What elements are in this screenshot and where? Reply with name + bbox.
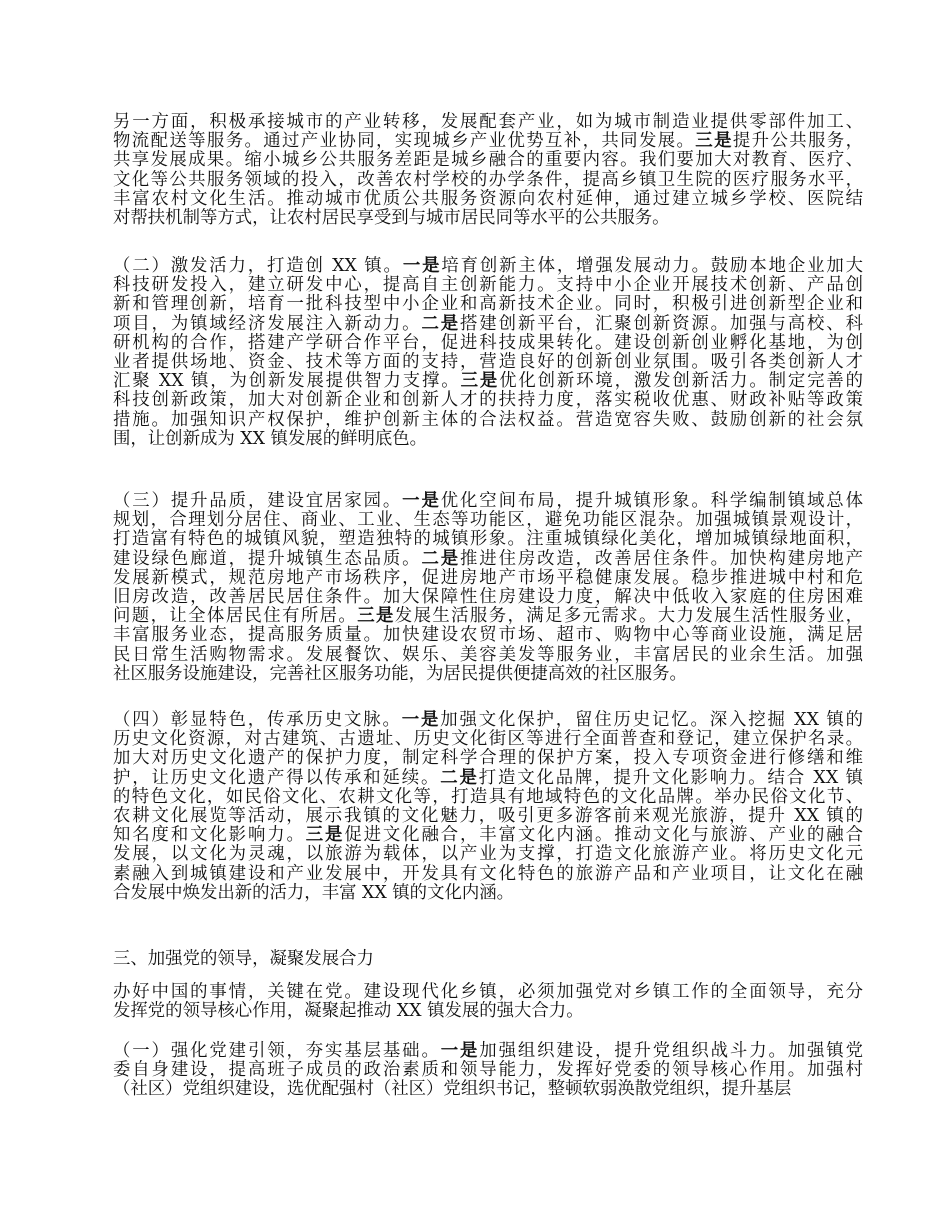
text-span: 加大对历史文化遗产的保护力度，制定科学合理的保护方案，投入专项资金进行修缮和维 — [113, 748, 863, 769]
text-span: （一）强化党建引领，夯实基层基础。 — [113, 1041, 441, 1061]
text-span: 发挥党的领导核心作用，凝聚起推动 XX 镇发展的强大合力。 — [113, 1001, 584, 1022]
text-span: 旧房改造，改善居民居住条件。加大保障性住房建设力度，解决中低收入家庭的住房困难 — [113, 586, 863, 607]
text-span: 措施。加强知识产权保护，维护创新主体的合法权益。营造宽容失败、鼓励创新的社会氛 — [113, 409, 863, 430]
text-line — [113, 372, 863, 391]
text-line — [113, 550, 863, 569]
bold-keyword: 三是 — [357, 606, 395, 627]
text-span: 建设绿色廊道，提升城镇生态品质。 — [113, 548, 422, 569]
bold-keyword: 三是 — [695, 131, 733, 152]
text-span: 丰富农村文化生活。推动城市优质公共服务资源向农村延伸，通过建立城乡学校、医院结 — [113, 188, 863, 209]
text-span: 社区服务设施建设，完善社区服务功能，为居民提供便捷高效的社区服务。 — [113, 663, 687, 684]
text-span: 推进住房改造，改善居住条件。加快构建房地产 — [460, 548, 863, 569]
text-line — [113, 391, 863, 410]
text-line — [113, 530, 863, 549]
text-span: 护，让历史文化遗产得以传承和延续。 — [113, 767, 441, 788]
text-line — [113, 295, 863, 314]
body-paragraph — [113, 1042, 863, 1100]
text-line — [113, 315, 863, 334]
text-span: （社区）党组织建设，选优配强村（社区）党组织书记，整顿软弱涣散党组织，提升基层 — [113, 1079, 792, 1100]
text-span: （四）彰显特色，传承历史文脉。 — [113, 710, 402, 730]
text-line — [113, 190, 863, 209]
text-line — [113, 588, 863, 607]
bold-keyword: 三是 — [305, 825, 345, 846]
text-span: 发展生活服务，满足多元需求。大力发展生活性服务业， — [394, 606, 863, 627]
text-span: 发展，以文化为灵魂，以旅游为载体，以产业为支撑，打造文化旅游产业。将历史文化元 — [113, 844, 863, 865]
text-line — [113, 884, 863, 903]
text-span: 搭建创新平台，汇聚创新资源。加强与高校、科 — [460, 313, 863, 334]
text-span: 提升公共服务， — [732, 131, 863, 152]
text-span: 问题，让全体居民住有所居。 — [113, 606, 358, 627]
text-line — [113, 826, 863, 845]
text-span: 共享发展成果。缩小城乡公共服务差距是城乡融合的重要内容。我们要加大对教育、医疗、 — [113, 150, 863, 171]
text-span: 打造富有特色的城镇风貌，塑造独特的城镇形象。注重城镇绿化美化，增加城镇绿地面积， — [113, 529, 863, 550]
text-span: 对帮扶机制等方式，让农村居民享受到与城市居民同等水平的公共服务。 — [113, 207, 670, 228]
text-span: 规划，合理划分居住、商业、工业、生态等功能区，避免功能区混杂。加强城镇景观设计， — [113, 510, 863, 531]
text-line — [113, 730, 863, 749]
text-span: 发展新模式，规范房地产市场秩序，促进房地产市场平稳健康发展。稳步推进城中村和危 — [113, 567, 863, 588]
bold-keyword: 三是 — [460, 371, 500, 392]
bold-keyword: 二是 — [421, 313, 461, 334]
text-span: 知名度和文化影响力。 — [113, 825, 306, 846]
text-line — [113, 711, 863, 730]
text-line — [113, 1061, 863, 1080]
text-line — [113, 845, 863, 864]
text-span: 新和管理创新，培育一批科技型中小企业和高新技术企业。同时，积极引进创新型企业和 — [113, 294, 863, 315]
body-paragraph — [113, 711, 863, 903]
text-span: 的特色文化，如民俗文化、农耕文化等，打造具有地域特色的文化品牌。举办民俗文化节、 — [113, 786, 863, 807]
text-line — [113, 607, 863, 626]
text-line — [113, 430, 863, 449]
text-line — [113, 151, 863, 170]
text-line — [113, 665, 863, 684]
text-span: 优化创新环境，激发创新活力。制定完善的 — [499, 371, 863, 392]
text-span: 民日常生活购物需求。发展餐饮、娱乐、美容美发等服务业，丰富居民的业余生活。加强 — [113, 644, 863, 665]
text-span: （二）激发活力，打造创 XX 镇。 — [113, 256, 403, 276]
text-span: 培育创新主体，增强发展动力。鼓励本地企业加大 — [441, 256, 863, 276]
text-line — [113, 1002, 863, 1021]
text-span: 科技创新政策，加大对创新企业和创新人才的扶持力度，落实税收优惠、财政补贴等政策 — [113, 390, 863, 411]
text-line — [113, 646, 863, 665]
section-heading — [113, 950, 863, 969]
text-span: 研机构的合作，搭建产学研合作平台，促进科技成果转化。建设创新创业孵化基地，为创 — [113, 332, 863, 353]
text-span: 丰富服务业态，提高服务质量。加快建设农贸市场、超市、购物中心等商业设施，满足居 — [113, 625, 863, 646]
bold-keyword: 一是 — [401, 710, 441, 730]
text-line — [113, 1042, 863, 1061]
body-paragraph — [113, 113, 863, 228]
text-span: 加强文化保护，留住历史记忆。深入挖掘 XX 镇的 — [440, 710, 863, 730]
text-span: 文化等公共服务领域的投入，改善农村学校的办学条件，提高乡镇卫生院的医疗服务水平， — [113, 169, 863, 190]
text-line — [113, 353, 863, 372]
text-span: （三）提升品质，建设宜居家园。 — [113, 491, 403, 511]
text-line — [113, 569, 863, 588]
text-span: 科技研发投入，建立研发中心，提高自主创新能力。支持中小企业开展技术创新、产品创 — [113, 275, 863, 296]
text-line — [113, 276, 863, 295]
text-line — [113, 950, 863, 969]
bold-keyword: 二是 — [440, 767, 479, 788]
text-line — [113, 334, 863, 353]
text-line — [113, 788, 863, 807]
text-line — [113, 865, 863, 884]
text-span: 加强组织建设，提升党组织战斗力。加强镇党 — [479, 1041, 863, 1061]
text-line — [113, 132, 863, 151]
text-line — [113, 769, 863, 788]
text-line — [113, 492, 863, 511]
text-span: 农耕文化展览等活动，展示我镇的文化魅力，吸引更多游客前来观光旅游，提升 XX 镇的 — [113, 805, 863, 826]
text-line — [113, 113, 863, 132]
text-span: 另一方面，积极承接城市的产业转移，发展配套产业，如为城市制造业提供零部件加工、 — [113, 112, 863, 132]
text-line — [113, 1080, 863, 1099]
text-span: 办好中国的事情，关键在党。建设现代化乡镇，必须加强党对乡镇工作的全面领导，充分 — [113, 982, 863, 1002]
text-line — [113, 511, 863, 530]
text-span: 委自身建设，提高班子成员的政治素质和领导能力，发挥好党委的领导核心作用。加强村 — [113, 1060, 863, 1081]
text-line — [113, 209, 863, 228]
text-span: 打造文化品牌，提升文化影响力。结合 XX 镇 — [478, 767, 863, 788]
text-line — [113, 807, 863, 826]
text-line — [113, 983, 863, 1002]
text-line — [113, 411, 863, 430]
text-span: 合发展中焕发出新的活力，丰富 XX 镇的文化内涵。 — [113, 882, 515, 903]
text-span: 优化空间布局，提升城镇形象。科学编制镇域总体 — [440, 491, 863, 511]
text-span: 促进文化融合，丰富文化内涵。推动文化与旅游、产业的融合 — [344, 825, 863, 846]
text-line — [113, 626, 863, 645]
bold-keyword: 一是 — [402, 491, 441, 511]
bold-keyword: 一是 — [440, 1041, 480, 1061]
text-span: 三、加强党的领导，凝聚发展合力 — [113, 949, 374, 969]
text-span: 围，让创新成为 XX 镇发展的鲜明底色。 — [113, 428, 428, 449]
text-line — [113, 749, 863, 768]
text-span: 业者提供场地、资金、技术等方面的支持，营造良好的创新创业氛围。吸引各类创新人才 — [113, 351, 863, 372]
body-paragraph — [113, 257, 863, 449]
bold-keyword: 一是 — [402, 256, 442, 276]
body-paragraph — [113, 492, 863, 684]
text-span: 历史文化资源，对古建筑、古遗址、历史文化街区等进行全面普查和登记，建立保护名录。 — [113, 729, 863, 750]
text-line — [113, 171, 863, 190]
text-span: 物流配送等服务。通过产业协同，实现城乡产业优势互补，共同发展。 — [113, 131, 696, 152]
body-paragraph — [113, 983, 863, 1021]
text-span: 项目，为镇域经济发展注入新动力。 — [113, 313, 422, 334]
text-line — [113, 257, 863, 276]
bold-keyword: 二是 — [421, 548, 461, 569]
text-span: 汇聚 XX 镇，为创新发展提供智力支撑。 — [113, 371, 461, 392]
text-span: 素融入到城镇建设和产业发展中，开发具有文化特色的旅游产品和产业项目，让文化在融 — [113, 863, 863, 884]
